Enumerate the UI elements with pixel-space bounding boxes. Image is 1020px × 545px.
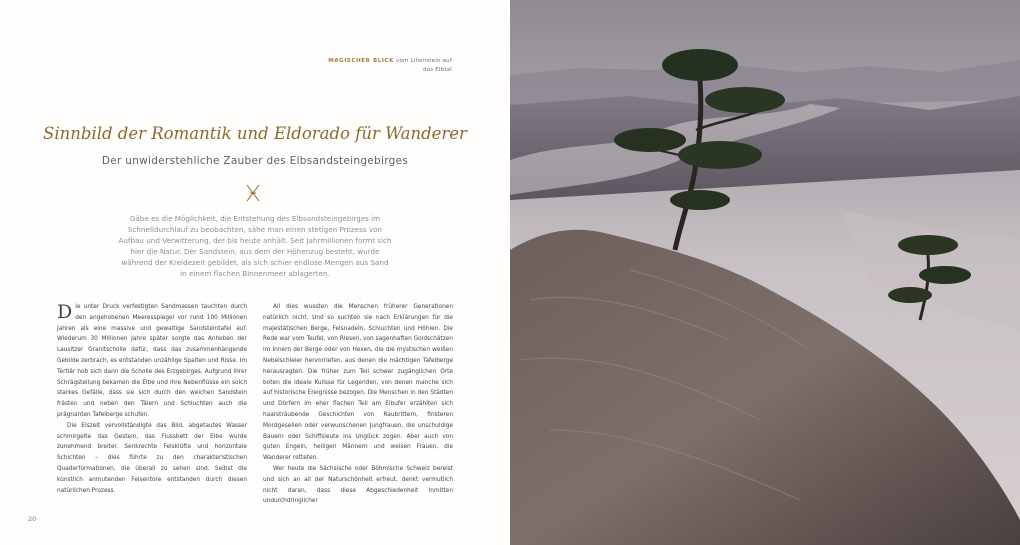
caption-lead: MAGISCHER BLICK xyxy=(328,58,395,64)
intro-paragraph: Gäbe es die Möglichkeit, die Entstehung des Elbsandsteingebirges im Schnelldurchlauf zu beobachten, sähe man einen stetigen Prozess von Aufbau und Verwitterung, der bis heute anhält. Seit Jahrmillionen formt sich hier die Natur. Der Sandstein, aus dem der Höhenzug besteht, wurde während der Kreidezeit gebildet, als sich schier endlose Mengen aus Sand in einem flachen Binnenmeer ablagerten. xyxy=(118,214,392,278)
chapter-title: Sinnbild der Romantik und Eldorado für Wanderer xyxy=(43,124,467,143)
page-number: 20 xyxy=(28,515,37,523)
paragraph: Wer heute die Sächsische oder Böhmische Schweiz bereist und sich an all der Naturschönheit erfreut, denkt vermutlich nicht daran, dass diese Abgeschiedenheit inmitten undurchdringlicher xyxy=(263,465,453,505)
paragraph-text: ie unter Druck verfestigten Sandmassen tauchten durch den angehobenen Meeresspiegel vor rund 100 Millionen Jahren als eine massive und gewaltige Sandsteintafel auf. Wiederum 30 Millionen Jahre später sorgte das Anheben der Lausitzer Granitscholle dafür, dass das zusammenhängende Gebilde zerbrach, es entstanden unzählige Spalten und Risse. Im Tertiär hob sich dann die Scholle des Erzgebirges. Aufgrund ihrer Schrägstellung bekamen die Elbe und ihre Nebenflüsse ein solch starkes Gefälle, dass sie sich durch den weichen Sandstein frästen und neben den Tälern und Schluchten auch die prägnanten Tafelberge schufen. xyxy=(57,304,247,418)
paragraph xyxy=(57,302,247,421)
landscape-photo xyxy=(510,0,1020,545)
chapter-subtitle: Der unwiderstehliche Zauber des Elbsandsteingebirges xyxy=(101,155,409,167)
drop-cap: D xyxy=(57,301,73,323)
body-column-left xyxy=(57,302,247,496)
caption-text: vom Lilienstein auf das Elbtal xyxy=(395,58,452,73)
paragraph: Die Eiszeit vervollständigte das Bild, abgetautes Wasser schmirgelte das Gestein, das Flussbett der Elbe wurde zunehmend breiter. Senkrechte Felsklüfte und horizontale Schichten – dies führte zu den charakteristischen Quaderformationen, die überall zu sehen sind. Selbst die künstlich anmutenden Felsentore entstanden durch diesen natürlichen Prozess. xyxy=(57,422,247,494)
photo-caption xyxy=(322,57,452,75)
body-column-right xyxy=(263,302,453,507)
paragraph: All dies wussten die Menschen früherer Generationen natürlich nicht. Und so suchten sie nach Erklärungen für die majestätischen Berge, Felsnadeln, Schluchten und Höhlen. Die Rede war vom Teufel, von Riesen, von sagenhaften Goldschätzen im Innern der Berge oder von Hexen, die die mystischen weißen Nebelschleier hervorriefen, aus denen die mächtigen Tafelberge herausragten. Die früher zum Teil schwer zugänglichen Orte boten die ideale Kulisse für Legenden, von denen manche sich auf historische Ereignisse bezogen. Die Menschen in den Städten und Dörfern im eher flachen Teil am Elbufer erzählten sich haarsträubende Geschichten von Raubrittern, finsteren Mordgesellen oder verwunschenen Jungfrauen, die unschuldige Bauern oder Schiffsleute ins Unglück zogen. Aber auch von guten Engeln, heiligen Männern und weisen Frauen, die Wanderer retteten. xyxy=(263,304,453,462)
ornament-icon xyxy=(245,184,261,202)
